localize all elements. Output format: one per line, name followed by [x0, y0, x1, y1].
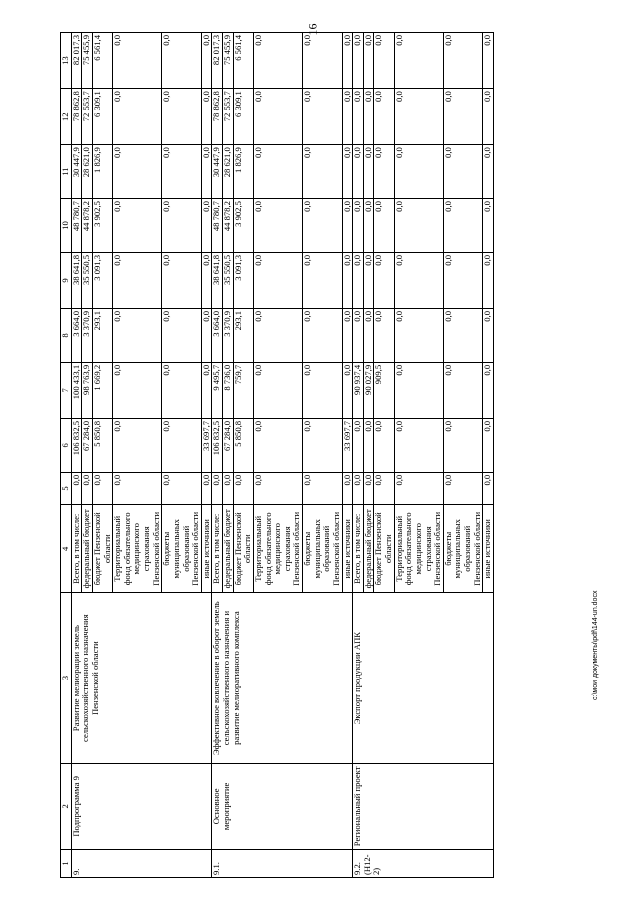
- value-cell: 0,0: [162, 252, 202, 308]
- value-cell: 1 826,9: [233, 145, 253, 199]
- value-cell: 82 017,3: [71, 33, 82, 89]
- value-cell: 0,0: [353, 252, 364, 308]
- value-cell: 0,0: [353, 309, 364, 363]
- column-header: 9: [61, 252, 72, 308]
- value-cell: 106 832,5: [212, 418, 223, 472]
- value-cell: 759,7: [233, 362, 253, 418]
- value-cell: 0,0: [342, 199, 353, 253]
- value-cell: 0,0: [303, 472, 343, 504]
- value-cell: 0,0: [483, 252, 494, 308]
- value-cell: 6 309,1: [92, 89, 112, 145]
- column-header: 1: [61, 849, 72, 877]
- column-header: 7: [61, 362, 72, 418]
- table-row: [212, 33, 223, 878]
- funding-source: бюджет Пензенской области: [374, 505, 394, 593]
- value-cell: 48 780,7: [71, 199, 82, 253]
- table-body: [61, 33, 494, 878]
- value-cell: 0,0: [483, 89, 494, 145]
- value-cell: 82 017,3: [212, 33, 223, 89]
- value-cell: 1 826,9: [92, 145, 112, 199]
- value-cell: 0,0: [342, 309, 353, 363]
- column-header: 11: [61, 145, 72, 199]
- column-header: 4: [61, 505, 72, 593]
- value-cell: 0,0: [201, 199, 212, 253]
- value-cell: 90 937,4: [353, 362, 364, 418]
- value-cell: 0,0: [394, 309, 443, 363]
- funding-source: иные источники: [201, 505, 212, 593]
- column-header: 6: [61, 418, 72, 472]
- value-cell: 0,0: [363, 309, 374, 363]
- funding-source: иные источники: [342, 505, 353, 593]
- value-cell: 0,0: [212, 472, 223, 504]
- value-cell: 0,0: [394, 362, 443, 418]
- value-cell: 0,0: [201, 309, 212, 363]
- value-cell: 0,0: [483, 309, 494, 363]
- value-cell: 0,0: [342, 252, 353, 308]
- value-cell: 0,0: [374, 472, 394, 504]
- value-cell: 0,0: [113, 309, 162, 363]
- value-cell: 0,0: [443, 252, 483, 308]
- value-cell: 5 850,8: [92, 418, 112, 472]
- row-code: 9.1.: [212, 849, 353, 877]
- value-cell: 0,0: [253, 89, 302, 145]
- value-cell: 3 902,5: [233, 199, 253, 253]
- value-cell: 0,0: [162, 89, 202, 145]
- value-cell: 0,0: [443, 418, 483, 472]
- value-cell: 0,0: [443, 145, 483, 199]
- value-cell: 30 447,9: [212, 145, 223, 199]
- value-cell: 0,0: [394, 199, 443, 253]
- value-cell: 0,0: [483, 472, 494, 504]
- value-cell: 0,0: [162, 145, 202, 199]
- value-cell: 0,0: [353, 418, 364, 472]
- value-cell: 0,0: [394, 252, 443, 308]
- value-cell: 3 091,3: [233, 252, 253, 308]
- funding-source: бюджеты муниципальных образований Пензенской области: [443, 505, 483, 593]
- value-cell: 0,0: [342, 145, 353, 199]
- row-description: Экспорт продукции АПК: [353, 593, 494, 763]
- value-cell: 0,0: [113, 145, 162, 199]
- funding-source: Территориальный фонд обязательного медицинского страхования Пензенской области: [113, 505, 162, 593]
- funding-source: федеральный бюджет: [223, 505, 234, 593]
- value-cell: 28 621,0: [223, 145, 234, 199]
- value-cell: 0,0: [201, 362, 212, 418]
- value-cell: 106 832,5: [71, 418, 82, 472]
- value-cell: 0,0: [342, 472, 353, 504]
- value-cell: 72 553,7: [223, 89, 234, 145]
- header-row: [61, 33, 72, 878]
- value-cell: 1 669,2: [92, 362, 112, 418]
- value-cell: 0,0: [223, 472, 234, 504]
- row-description: Развитие мелиорации земель сельскохозяйственного назначения Пензенской области: [71, 593, 212, 763]
- value-cell: 0,0: [162, 309, 202, 363]
- value-cell: 3 370,9: [82, 309, 93, 363]
- value-cell: 0,0: [363, 199, 374, 253]
- value-cell: 0,0: [253, 362, 302, 418]
- value-cell: 0,0: [71, 472, 82, 504]
- value-cell: 38 641,8: [71, 252, 82, 308]
- footer-path: c:\мои документы\pdf\144-un.docx: [592, 590, 599, 700]
- value-cell: 0,0: [113, 418, 162, 472]
- value-cell: 293,1: [92, 309, 112, 363]
- value-cell: 0,0: [303, 199, 343, 253]
- value-cell: 0,0: [374, 309, 394, 363]
- page-number: 16: [305, 23, 320, 36]
- row-description: Эффективное вовлечение в оборот земель сельскохозяйственного назначения и развитие мелиоративного комплекса: [212, 593, 353, 763]
- value-cell: 0,0: [253, 252, 302, 308]
- value-cell: 75 455,9: [223, 33, 234, 89]
- value-cell: 5 850,8: [233, 418, 253, 472]
- value-cell: 0,0: [353, 199, 364, 253]
- value-cell: 0,0: [113, 362, 162, 418]
- value-cell: 0,0: [443, 199, 483, 253]
- value-cell: 0,0: [483, 33, 494, 89]
- value-cell: 3 370,9: [223, 309, 234, 363]
- value-cell: 90 027,9: [363, 362, 374, 418]
- value-cell: 0,0: [162, 472, 202, 504]
- value-cell: 0,0: [374, 252, 394, 308]
- value-cell: 0,0: [374, 418, 394, 472]
- value-cell: 0,0: [363, 418, 374, 472]
- value-cell: 0,0: [201, 252, 212, 308]
- value-cell: 293,1: [233, 309, 253, 363]
- value-cell: 0,0: [303, 252, 343, 308]
- column-header: 3: [61, 593, 72, 763]
- value-cell: 0,0: [353, 472, 364, 504]
- value-cell: 0,0: [201, 145, 212, 199]
- value-cell: 0,0: [201, 472, 212, 504]
- value-cell: 78 862,8: [71, 89, 82, 145]
- value-cell: 100 433,1: [71, 362, 82, 418]
- column-header: 5: [61, 472, 72, 504]
- row-name: Подпрограмма 9: [71, 763, 212, 849]
- row-code: 9.2. (Н12-2): [353, 849, 494, 877]
- value-cell: 0,0: [483, 362, 494, 418]
- table-row: [71, 33, 82, 878]
- column-header: 12: [61, 89, 72, 145]
- value-cell: 0,0: [353, 145, 364, 199]
- value-cell: 0,0: [483, 199, 494, 253]
- funding-source: бюджеты муниципальных образований Пензенской области: [162, 505, 202, 593]
- value-cell: 78 862,8: [212, 89, 223, 145]
- value-cell: 0,0: [443, 33, 483, 89]
- value-cell: 0,0: [394, 145, 443, 199]
- value-cell: 0,0: [303, 145, 343, 199]
- value-cell: 0,0: [394, 418, 443, 472]
- value-cell: 0,0: [201, 33, 212, 89]
- funding-source: федеральный бюджет: [363, 505, 374, 593]
- value-cell: 0,0: [253, 472, 302, 504]
- value-cell: 0,0: [303, 89, 343, 145]
- value-cell: 0,0: [394, 472, 443, 504]
- value-cell: 0,0: [113, 199, 162, 253]
- value-cell: 0,0: [374, 89, 394, 145]
- table-landscape-frame: [60, 32, 578, 878]
- value-cell: 0,0: [162, 33, 202, 89]
- value-cell: 6 561,4: [233, 33, 253, 89]
- value-cell: 35 550,5: [82, 252, 93, 308]
- value-cell: 0,0: [92, 472, 112, 504]
- funding-source: федеральный бюджет: [82, 505, 93, 593]
- value-cell: 33 697,7: [342, 418, 353, 472]
- value-cell: 9 495,7: [212, 362, 223, 418]
- row-name: Региональный проект: [353, 763, 494, 849]
- value-cell: 3 664,0: [71, 309, 82, 363]
- value-cell: 0,0: [162, 362, 202, 418]
- value-cell: 0,0: [443, 472, 483, 504]
- value-cell: 0,0: [374, 145, 394, 199]
- value-cell: 33 697,7: [201, 418, 212, 472]
- budget-table: [60, 32, 494, 878]
- column-header: 13: [61, 33, 72, 89]
- value-cell: 35 550,5: [223, 252, 234, 308]
- value-cell: 0,0: [253, 145, 302, 199]
- value-cell: 0,0: [443, 89, 483, 145]
- value-cell: 0,0: [483, 145, 494, 199]
- value-cell: 0,0: [363, 89, 374, 145]
- value-cell: 44 878,2: [82, 199, 93, 253]
- column-header: 8: [61, 309, 72, 363]
- value-cell: 0,0: [303, 33, 343, 89]
- value-cell: 0,0: [253, 33, 302, 89]
- value-cell: 3 902,5: [92, 199, 112, 253]
- funding-source: Территориальный фонд обязательного медицинского страхования Пензенской области: [394, 505, 443, 593]
- funding-source: бюджет Пензенской области: [233, 505, 253, 593]
- value-cell: 75 455,9: [82, 33, 93, 89]
- value-cell: 0,0: [162, 199, 202, 253]
- value-cell: 38 641,8: [212, 252, 223, 308]
- value-cell: 0,0: [82, 472, 93, 504]
- row-name: Основное мероприятие: [212, 763, 353, 849]
- funding-source: бюджеты муниципальных образований Пензенской области: [303, 505, 343, 593]
- value-cell: 0,0: [394, 33, 443, 89]
- value-cell: 0,0: [483, 418, 494, 472]
- table-row: [353, 33, 364, 878]
- value-cell: 0,0: [342, 33, 353, 89]
- value-cell: 0,0: [353, 33, 364, 89]
- funding-source: бюджет Пензенской области: [92, 505, 112, 593]
- value-cell: 0,0: [443, 362, 483, 418]
- value-cell: 0,0: [113, 472, 162, 504]
- value-cell: 909,5: [374, 362, 394, 418]
- value-cell: 0,0: [342, 362, 353, 418]
- value-cell: 72 553,7: [82, 89, 93, 145]
- value-cell: 0,0: [113, 89, 162, 145]
- value-cell: 0,0: [363, 252, 374, 308]
- value-cell: 0,0: [374, 33, 394, 89]
- funding-source: Территориальный фонд обязательного медицинского страхования Пензенской области: [253, 505, 302, 593]
- value-cell: 3 664,0: [212, 309, 223, 363]
- value-cell: 0,0: [394, 89, 443, 145]
- value-cell: 30 447,9: [71, 145, 82, 199]
- value-cell: 3 091,3: [92, 252, 112, 308]
- funding-source: иные источники: [483, 505, 494, 593]
- funding-source: Всего, в том числе:: [71, 505, 82, 593]
- value-cell: 48 780,7: [212, 199, 223, 253]
- value-cell: 0,0: [363, 472, 374, 504]
- value-cell: 0,0: [303, 418, 343, 472]
- value-cell: 0,0: [201, 89, 212, 145]
- value-cell: 67 284,0: [223, 418, 234, 472]
- value-cell: 0,0: [253, 199, 302, 253]
- value-cell: 0,0: [253, 309, 302, 363]
- value-cell: 0,0: [353, 89, 364, 145]
- value-cell: 28 621,0: [82, 145, 93, 199]
- funding-source: Всего, в том числе:: [353, 505, 364, 593]
- value-cell: 0,0: [253, 418, 302, 472]
- value-cell: 0,0: [113, 252, 162, 308]
- value-cell: 6 309,1: [233, 89, 253, 145]
- value-cell: 0,0: [162, 418, 202, 472]
- value-cell: 0,0: [363, 33, 374, 89]
- value-cell: 0,0: [113, 33, 162, 89]
- rotated-table-container: [60, 32, 578, 878]
- funding-source: Всего, в том числе:: [212, 505, 223, 593]
- value-cell: 8 736,0: [223, 362, 234, 418]
- value-cell: 0,0: [443, 309, 483, 363]
- column-header: 10: [61, 199, 72, 253]
- value-cell: 0,0: [303, 309, 343, 363]
- column-header: 2: [61, 763, 72, 849]
- value-cell: 0,0: [303, 362, 343, 418]
- value-cell: 98 763,9: [82, 362, 93, 418]
- value-cell: 44 878,2: [223, 199, 234, 253]
- row-code: 9.: [71, 849, 212, 877]
- value-cell: 0,0: [363, 145, 374, 199]
- value-cell: 0,0: [374, 199, 394, 253]
- value-cell: 67 284,0: [82, 418, 93, 472]
- value-cell: 0,0: [342, 89, 353, 145]
- value-cell: 0,0: [233, 472, 253, 504]
- value-cell: 6 561,4: [92, 33, 112, 89]
